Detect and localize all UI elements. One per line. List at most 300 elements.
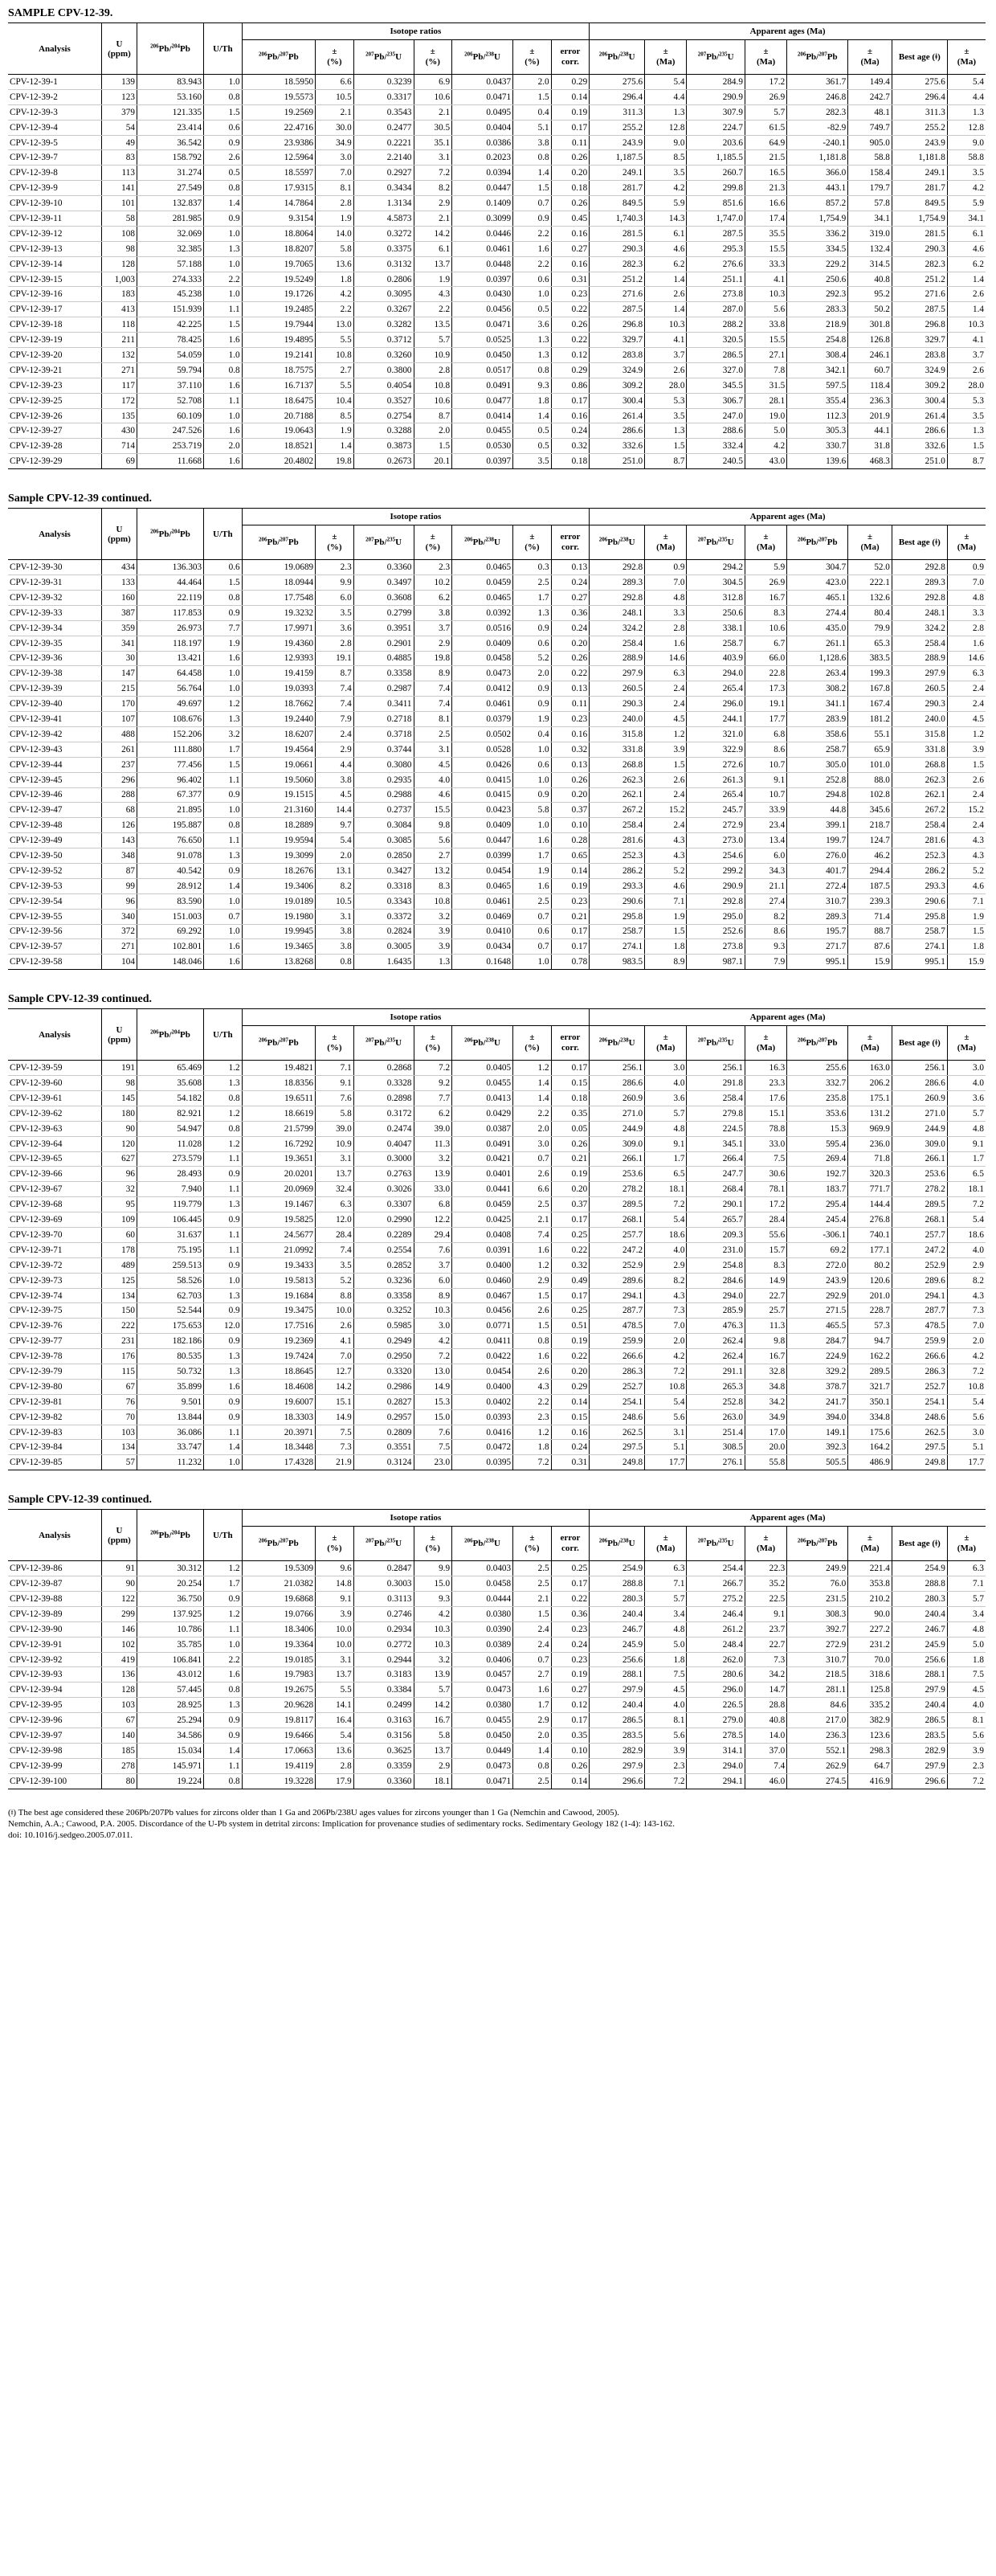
table-cell: 1.7	[204, 1576, 243, 1592]
table-cell: 19.3433	[242, 1257, 316, 1273]
table-cell: 290.9	[687, 878, 745, 893]
table-cell: 30.6	[745, 1167, 786, 1182]
table-cell: 1.8	[513, 1440, 552, 1455]
table-cell: 17.7	[947, 1455, 986, 1470]
table-cell: 332.7	[787, 1076, 848, 1091]
table-cell: 0.23	[551, 1652, 590, 1667]
table-cell: CPV-12-39-49	[8, 833, 101, 848]
table-cell: 5.5	[316, 333, 354, 348]
table-cell: 122	[101, 1592, 137, 1607]
table-cell: 311.3	[590, 104, 645, 120]
table-cell: 54.182	[137, 1090, 203, 1106]
table-row	[8, 666, 986, 681]
table-cell: 296.6	[590, 1773, 645, 1789]
table-cell: 16.7	[414, 1713, 452, 1728]
table-cell: CPV-12-39-2	[8, 89, 101, 104]
table-cell: 8.2	[414, 181, 452, 196]
table-cell: 27.4	[745, 893, 786, 909]
table-cell: 19.2485	[242, 302, 316, 317]
table-cell: 183	[101, 287, 137, 302]
table-cell: 10.8	[414, 378, 452, 393]
table-cell: 0.2221	[353, 135, 414, 150]
table-cell: 251.4	[687, 1425, 745, 1440]
table-cell: 6.6	[513, 1182, 552, 1197]
table-cell: 2.4	[645, 681, 687, 697]
table-cell: 18.6	[645, 1228, 687, 1243]
table-cell: 281.985	[137, 211, 203, 227]
table-cell: 0.5	[513, 439, 552, 454]
table-cell: 0.3318	[353, 878, 414, 893]
table-cell: 0.19	[551, 878, 590, 893]
table-cell: 34.1	[848, 211, 892, 227]
table-cell: 256.1	[590, 1061, 645, 1076]
table-cell: 0.21	[551, 1151, 590, 1167]
table-cell: 256.1	[687, 1061, 745, 1076]
table-cell: 10.8	[947, 1379, 986, 1394]
table-cell: 1.3	[947, 104, 986, 120]
table-cell: 0.9	[947, 560, 986, 575]
table-cell: 1.3	[645, 423, 687, 439]
table-cell: 1.0	[513, 287, 552, 302]
table-cell: 1.4	[204, 1440, 243, 1455]
col-age-206-207: $^{206}$Pb/$^{207}$Pb	[787, 40, 848, 75]
table-cell: 1.6	[204, 651, 243, 666]
table-cell: 19.8	[414, 651, 452, 666]
table-cell: CPV-12-39-62	[8, 1106, 101, 1121]
table-cell: 334.8	[848, 1409, 892, 1425]
table-cell: 123.6	[848, 1728, 892, 1744]
table-cell: 336.2	[787, 226, 848, 241]
table-cell: 281.5	[892, 226, 947, 241]
table-cell: 387	[101, 605, 137, 620]
table-cell: 18.1	[645, 1182, 687, 1197]
table-cell: 0.3320	[353, 1364, 414, 1380]
table-cell: 258.4	[687, 1090, 745, 1106]
table-cell: 4.1	[745, 272, 786, 287]
table-cell: 18.8356	[242, 1076, 316, 1091]
table-cell: 1.2	[513, 1061, 552, 1076]
table-cell: 145	[101, 1090, 137, 1106]
table-cell: 40.542	[137, 863, 203, 878]
col-ratio-206-207: $^{206}$Pb/$^{207}$Pb	[242, 1026, 316, 1061]
table-cell: 0.0473	[452, 1758, 513, 1773]
table-cell: 3.4	[947, 1606, 986, 1621]
table-cell: 7.3	[947, 1303, 986, 1319]
table-cell: 1.6	[204, 939, 243, 955]
table-cell: 423.0	[787, 575, 848, 591]
table-cell: 308.4	[787, 348, 848, 363]
table-cell: 0.36	[551, 1606, 590, 1621]
table-row	[8, 378, 986, 393]
table-cell: 240.4	[892, 1606, 947, 1621]
table-cell: 0.35	[551, 1106, 590, 1121]
col-analysis: Analysis	[8, 1510, 101, 1561]
table-cell: 248.6	[590, 1409, 645, 1425]
table-cell: 1.6	[204, 333, 243, 348]
table-cell: 243.9	[892, 135, 947, 150]
table-cell: 13.5	[414, 317, 452, 333]
table-cell: 5.7	[745, 104, 786, 120]
table-cell: 2.2	[316, 302, 354, 317]
table-cell: 297.5	[892, 1440, 947, 1455]
table-cell: 247.7	[687, 1167, 745, 1182]
table-cell: 251.0	[892, 454, 947, 469]
table-cell: 6.8	[745, 726, 786, 742]
table-cell: 14.6	[947, 651, 986, 666]
table-section-3	[8, 991, 988, 1470]
table-cell: 287.7	[892, 1303, 947, 1319]
table-cell: 4.2	[947, 181, 986, 196]
table-cell: 0.11	[551, 697, 590, 712]
table-cell: 96	[101, 1167, 137, 1182]
col-err: ± (%)	[414, 525, 452, 560]
table-cell: 0.8	[513, 362, 552, 378]
table-cell: 0.2868	[353, 1061, 414, 1076]
table-cell: 265.3	[687, 1379, 745, 1394]
table-cell: 40.8	[848, 272, 892, 287]
table-row	[8, 1758, 986, 1773]
table-cell: 118.4	[848, 378, 892, 393]
table-cell: 248.6	[892, 1409, 947, 1425]
table-cell: 329.7	[892, 333, 947, 348]
table-cell: 3.1	[414, 742, 452, 757]
table-cell: 3.5	[513, 454, 552, 469]
table-cell: 3.6	[513, 317, 552, 333]
table-cell: 104	[101, 955, 137, 970]
table-cell: 0.21	[551, 909, 590, 924]
header-isotope-ratios: Isotope ratios	[242, 509, 590, 525]
table-cell: 4.0	[947, 1242, 986, 1257]
table-cell: 0.0457	[452, 1667, 513, 1683]
table-cell: 1.5	[414, 439, 452, 454]
table-cell: 4.2	[316, 287, 354, 302]
table-cell: 0.2737	[353, 803, 414, 818]
table-cell: 0.31	[551, 1455, 590, 1470]
table-row	[8, 1197, 986, 1212]
table-cell: 0.8	[513, 150, 552, 166]
table-cell: 167.8	[848, 681, 892, 697]
table-cell: 269.4	[787, 1151, 848, 1167]
table-cell: 0.26	[551, 150, 590, 166]
table-cell: 131.2	[848, 1106, 892, 1121]
table-cell: 1.4	[204, 196, 243, 211]
table-cell: 0.0516	[452, 620, 513, 636]
table-cell: 0.2827	[353, 1394, 414, 1409]
table-cell: 0.0426	[452, 757, 513, 772]
table-cell: 0.9	[204, 787, 243, 803]
col-u-th: U/Th	[204, 1510, 243, 1561]
table-cell: CPV-12-39-68	[8, 1197, 101, 1212]
table-cell: 22.4716	[242, 120, 316, 135]
table-cell: 31.274	[137, 166, 203, 181]
table-cell: 297.9	[892, 1758, 947, 1773]
table-cell: 18.5950	[242, 75, 316, 90]
table-cell: 20.0201	[242, 1167, 316, 1182]
table-row	[8, 302, 986, 317]
table-cell: 0.0393	[452, 1409, 513, 1425]
table-cell: 0.19	[551, 1667, 590, 1683]
table-cell: 17.7	[745, 712, 786, 727]
data-table	[8, 22, 986, 469]
table-row	[8, 620, 986, 636]
table-cell: 7.9	[316, 712, 354, 727]
table-cell: 353.8	[848, 1576, 892, 1592]
table-cell: 260.7	[687, 166, 745, 181]
table-row	[8, 1288, 986, 1303]
table-cell: 2.4	[513, 1637, 552, 1652]
table-cell: 57.8	[848, 196, 892, 211]
table-cell: 2.0	[513, 1728, 552, 1744]
table-cell: 294.0	[687, 1288, 745, 1303]
table-cell: 69.292	[137, 924, 203, 939]
table-cell: 262.1	[590, 787, 645, 803]
table-cell: 10.3	[745, 287, 786, 302]
table-cell: 240.5	[687, 454, 745, 469]
table-cell: 148.046	[137, 955, 203, 970]
table-cell: 359	[101, 620, 137, 636]
table-cell: 3.5	[645, 166, 687, 181]
table-cell: 1.5	[947, 439, 986, 454]
table-cell: 8.7	[947, 454, 986, 469]
table-cell: 13.9	[414, 1167, 452, 1182]
table-cell: 1.3	[414, 955, 452, 970]
table-cell: 0.3551	[353, 1440, 414, 1455]
table-cell: CPV-12-39-13	[8, 241, 101, 256]
table-row	[8, 1652, 986, 1667]
table-cell: 9.501	[137, 1394, 203, 1409]
table-row	[8, 1349, 986, 1364]
table-cell: 8.1	[947, 1713, 986, 1728]
table-cell: 0.17	[551, 120, 590, 135]
table-cell: 22.5	[745, 1592, 786, 1607]
table-cell: 288.1	[892, 1667, 947, 1683]
table-row	[8, 348, 986, 363]
table-cell: 7.940	[137, 1182, 203, 1197]
table-cell: 0.0461	[452, 241, 513, 256]
table-cell: 0.2754	[353, 408, 414, 423]
table-cell: 56.764	[137, 681, 203, 697]
table-cell: 0.25	[551, 1303, 590, 1319]
table-cell: 90.0	[848, 1606, 892, 1621]
table-cell: 1.8	[947, 1652, 986, 1667]
table-cell: 0.2824	[353, 924, 414, 939]
table-cell: 272.4	[787, 878, 848, 893]
table-cell: 3.7	[414, 1257, 452, 1273]
table-cell: 0.0403	[452, 1561, 513, 1576]
table-cell: CPV-12-39-44	[8, 757, 101, 772]
table-cell: 15.0	[414, 1409, 452, 1425]
table-cell: 268.8	[590, 757, 645, 772]
table-cell: 119.779	[137, 1197, 203, 1212]
table-cell: 10.0	[316, 1303, 354, 1319]
table-cell: 2.2	[513, 256, 552, 272]
table-cell: 35.2	[745, 1576, 786, 1592]
table-cell: CPV-12-39-30	[8, 560, 101, 575]
table-cell: 0.0412	[452, 681, 513, 697]
table-cell: 102.8	[848, 787, 892, 803]
table-cell: 6.0	[414, 1273, 452, 1288]
table-cell: 252.8	[687, 1394, 745, 1409]
table-cell: 0.0471	[452, 1773, 513, 1789]
table-cell: 19.1515	[242, 787, 316, 803]
table-cell: 19.1467	[242, 1197, 316, 1212]
table-cell: 3.0	[414, 1319, 452, 1334]
table-cell: 2.2	[204, 272, 243, 287]
table-cell: 244.9	[892, 1121, 947, 1136]
table-cell: 0.27	[551, 1683, 590, 1698]
table-cell: 0.13	[551, 560, 590, 575]
table-cell: 1.8	[645, 939, 687, 955]
table-cell: 8.9	[414, 1288, 452, 1303]
table-cell: 278.5	[687, 1728, 745, 1744]
table-cell: 34.586	[137, 1728, 203, 1744]
table-cell: 13.6	[316, 256, 354, 272]
table-cell: 259.513	[137, 1257, 203, 1273]
table-cell: 57	[101, 1455, 137, 1470]
table-cell: 262.5	[590, 1425, 645, 1440]
table-cell: 58.526	[137, 1273, 203, 1288]
table-cell: 17.3	[745, 681, 786, 697]
table-cell: 12.5964	[242, 150, 316, 166]
table-cell: 1.4	[513, 1076, 552, 1091]
table-row	[8, 1061, 986, 1076]
col-u: U (ppm)	[101, 23, 137, 75]
table-cell: 231	[101, 1334, 137, 1349]
table-cell: 3.0	[316, 150, 354, 166]
table-cell: 254.9	[590, 1561, 645, 1576]
table-cell: 338.1	[687, 620, 745, 636]
table-cell: 98	[101, 1076, 137, 1091]
table-cell: 236.3	[848, 393, 892, 408]
table-cell: 4.0	[645, 1076, 687, 1091]
table-cell: CPV-12-39-1	[8, 75, 101, 90]
table-cell: 262.9	[787, 1758, 848, 1773]
table-cell: 284.9	[687, 75, 745, 90]
table-cell: 10.6	[414, 393, 452, 408]
table-cell: 1.7	[513, 1698, 552, 1713]
table-cell: 321.0	[687, 726, 745, 742]
table-cell: 1.3	[513, 348, 552, 363]
table-cell: 288.8	[892, 1576, 947, 1592]
table-cell: 0.3003	[353, 1576, 414, 1592]
table-cell: 0.0477	[452, 393, 513, 408]
table-cell: 7.1	[947, 1576, 986, 1592]
table-cell: 78.1	[745, 1182, 786, 1197]
table-cell: 261	[101, 742, 137, 757]
table-cell: 7.1	[645, 893, 687, 909]
table-cell: 102.801	[137, 939, 203, 955]
table-cell: 2.6	[947, 287, 986, 302]
table-row	[8, 1455, 986, 1470]
table-cell: 0.0390	[452, 1621, 513, 1637]
table-cell: 0.8	[204, 181, 243, 196]
table-cell: 1.5	[947, 924, 986, 939]
table-cell: 243.9	[590, 135, 645, 150]
table-cell: 75.195	[137, 1242, 203, 1257]
table-cell: 14.9	[414, 1379, 452, 1394]
table-cell: 283.3	[787, 302, 848, 317]
table-cell: 20.7188	[242, 408, 316, 423]
table-cell: 5.6	[645, 1409, 687, 1425]
header-apparent-ages: Apparent ages (Ma)	[590, 1009, 986, 1026]
data-table	[8, 1509, 986, 1789]
table-row	[8, 333, 986, 348]
table-cell: 245.9	[892, 1637, 947, 1652]
table-cell: 1.2	[947, 726, 986, 742]
table-cell: 0.0415	[452, 772, 513, 787]
table-cell: 0.3411	[353, 697, 414, 712]
table-cell: 4.5	[645, 1683, 687, 1698]
col-err-ma: ± (Ma)	[848, 40, 892, 75]
table-cell: 4.5	[414, 757, 452, 772]
table-cell: 1.6	[513, 1349, 552, 1364]
table-cell: 9.0	[645, 135, 687, 150]
table-cell: 1.1	[204, 833, 243, 848]
table-cell: 5.8	[513, 803, 552, 818]
table-cell: 17.7516	[242, 1319, 316, 1334]
table-cell: 19.7944	[242, 317, 316, 333]
table-cell: 7.2	[414, 166, 452, 181]
table-cell: 353.6	[787, 1106, 848, 1121]
table-cell: CPV-12-39-26	[8, 408, 101, 423]
table-cell: 21.0992	[242, 1242, 316, 1257]
table-cell: 1,185.5	[687, 150, 745, 166]
table-cell: 1.1	[204, 1758, 243, 1773]
table-cell: 23.3	[745, 1076, 786, 1091]
table-cell: 1.8	[645, 1652, 687, 1667]
table-cell: 0.0491	[452, 1136, 513, 1151]
table-cell: 2.0	[947, 1334, 986, 1349]
table-cell: 217.0	[787, 1713, 848, 1728]
table-cell: 0.4047	[353, 1136, 414, 1151]
table-cell: 0.3317	[353, 89, 414, 104]
table-cell: 224.7	[687, 120, 745, 135]
table-cell: 80.4	[848, 605, 892, 620]
table-cell: 58.8	[947, 150, 986, 166]
table-cell: 300.4	[590, 393, 645, 408]
table-cell: 0.0447	[452, 181, 513, 196]
table-cell: 0.9	[204, 1409, 243, 1425]
table-cell: CPV-12-39-67	[8, 1182, 101, 1197]
table-cell: 19.1980	[242, 909, 316, 924]
table-cell: CPV-12-39-4	[8, 120, 101, 135]
table-cell: 296.4	[590, 89, 645, 104]
table-cell: 2.9	[513, 1713, 552, 1728]
table-cell: 14.2	[414, 1698, 452, 1713]
table-cell: 22.7	[745, 1288, 786, 1303]
table-cell: 0.8	[204, 89, 243, 104]
table-cell: 0.26	[551, 651, 590, 666]
table-cell: 10.3	[414, 1303, 452, 1319]
table-cell: 0.3163	[353, 1713, 414, 1728]
table-cell: 0.6	[513, 924, 552, 939]
table-cell: 281.7	[590, 181, 645, 196]
table-cell: 403.9	[687, 651, 745, 666]
table-cell: 0.16	[551, 408, 590, 423]
table-cell: 91.078	[137, 848, 203, 864]
table-cell: 3.6	[645, 1090, 687, 1106]
table-cell: 1.6	[513, 878, 552, 893]
table-cell: 7.8	[745, 362, 786, 378]
table-cell: 18.5597	[242, 166, 316, 181]
table-cell: 309.0	[892, 1136, 947, 1151]
table-cell: 0.0450	[452, 348, 513, 363]
table-cell: 79.9	[848, 620, 892, 636]
table-cell: 288	[101, 787, 137, 803]
col-err: ± (%)	[513, 40, 552, 75]
table-cell: 9.0	[947, 135, 986, 150]
table-cell: 0.0458	[452, 1576, 513, 1592]
